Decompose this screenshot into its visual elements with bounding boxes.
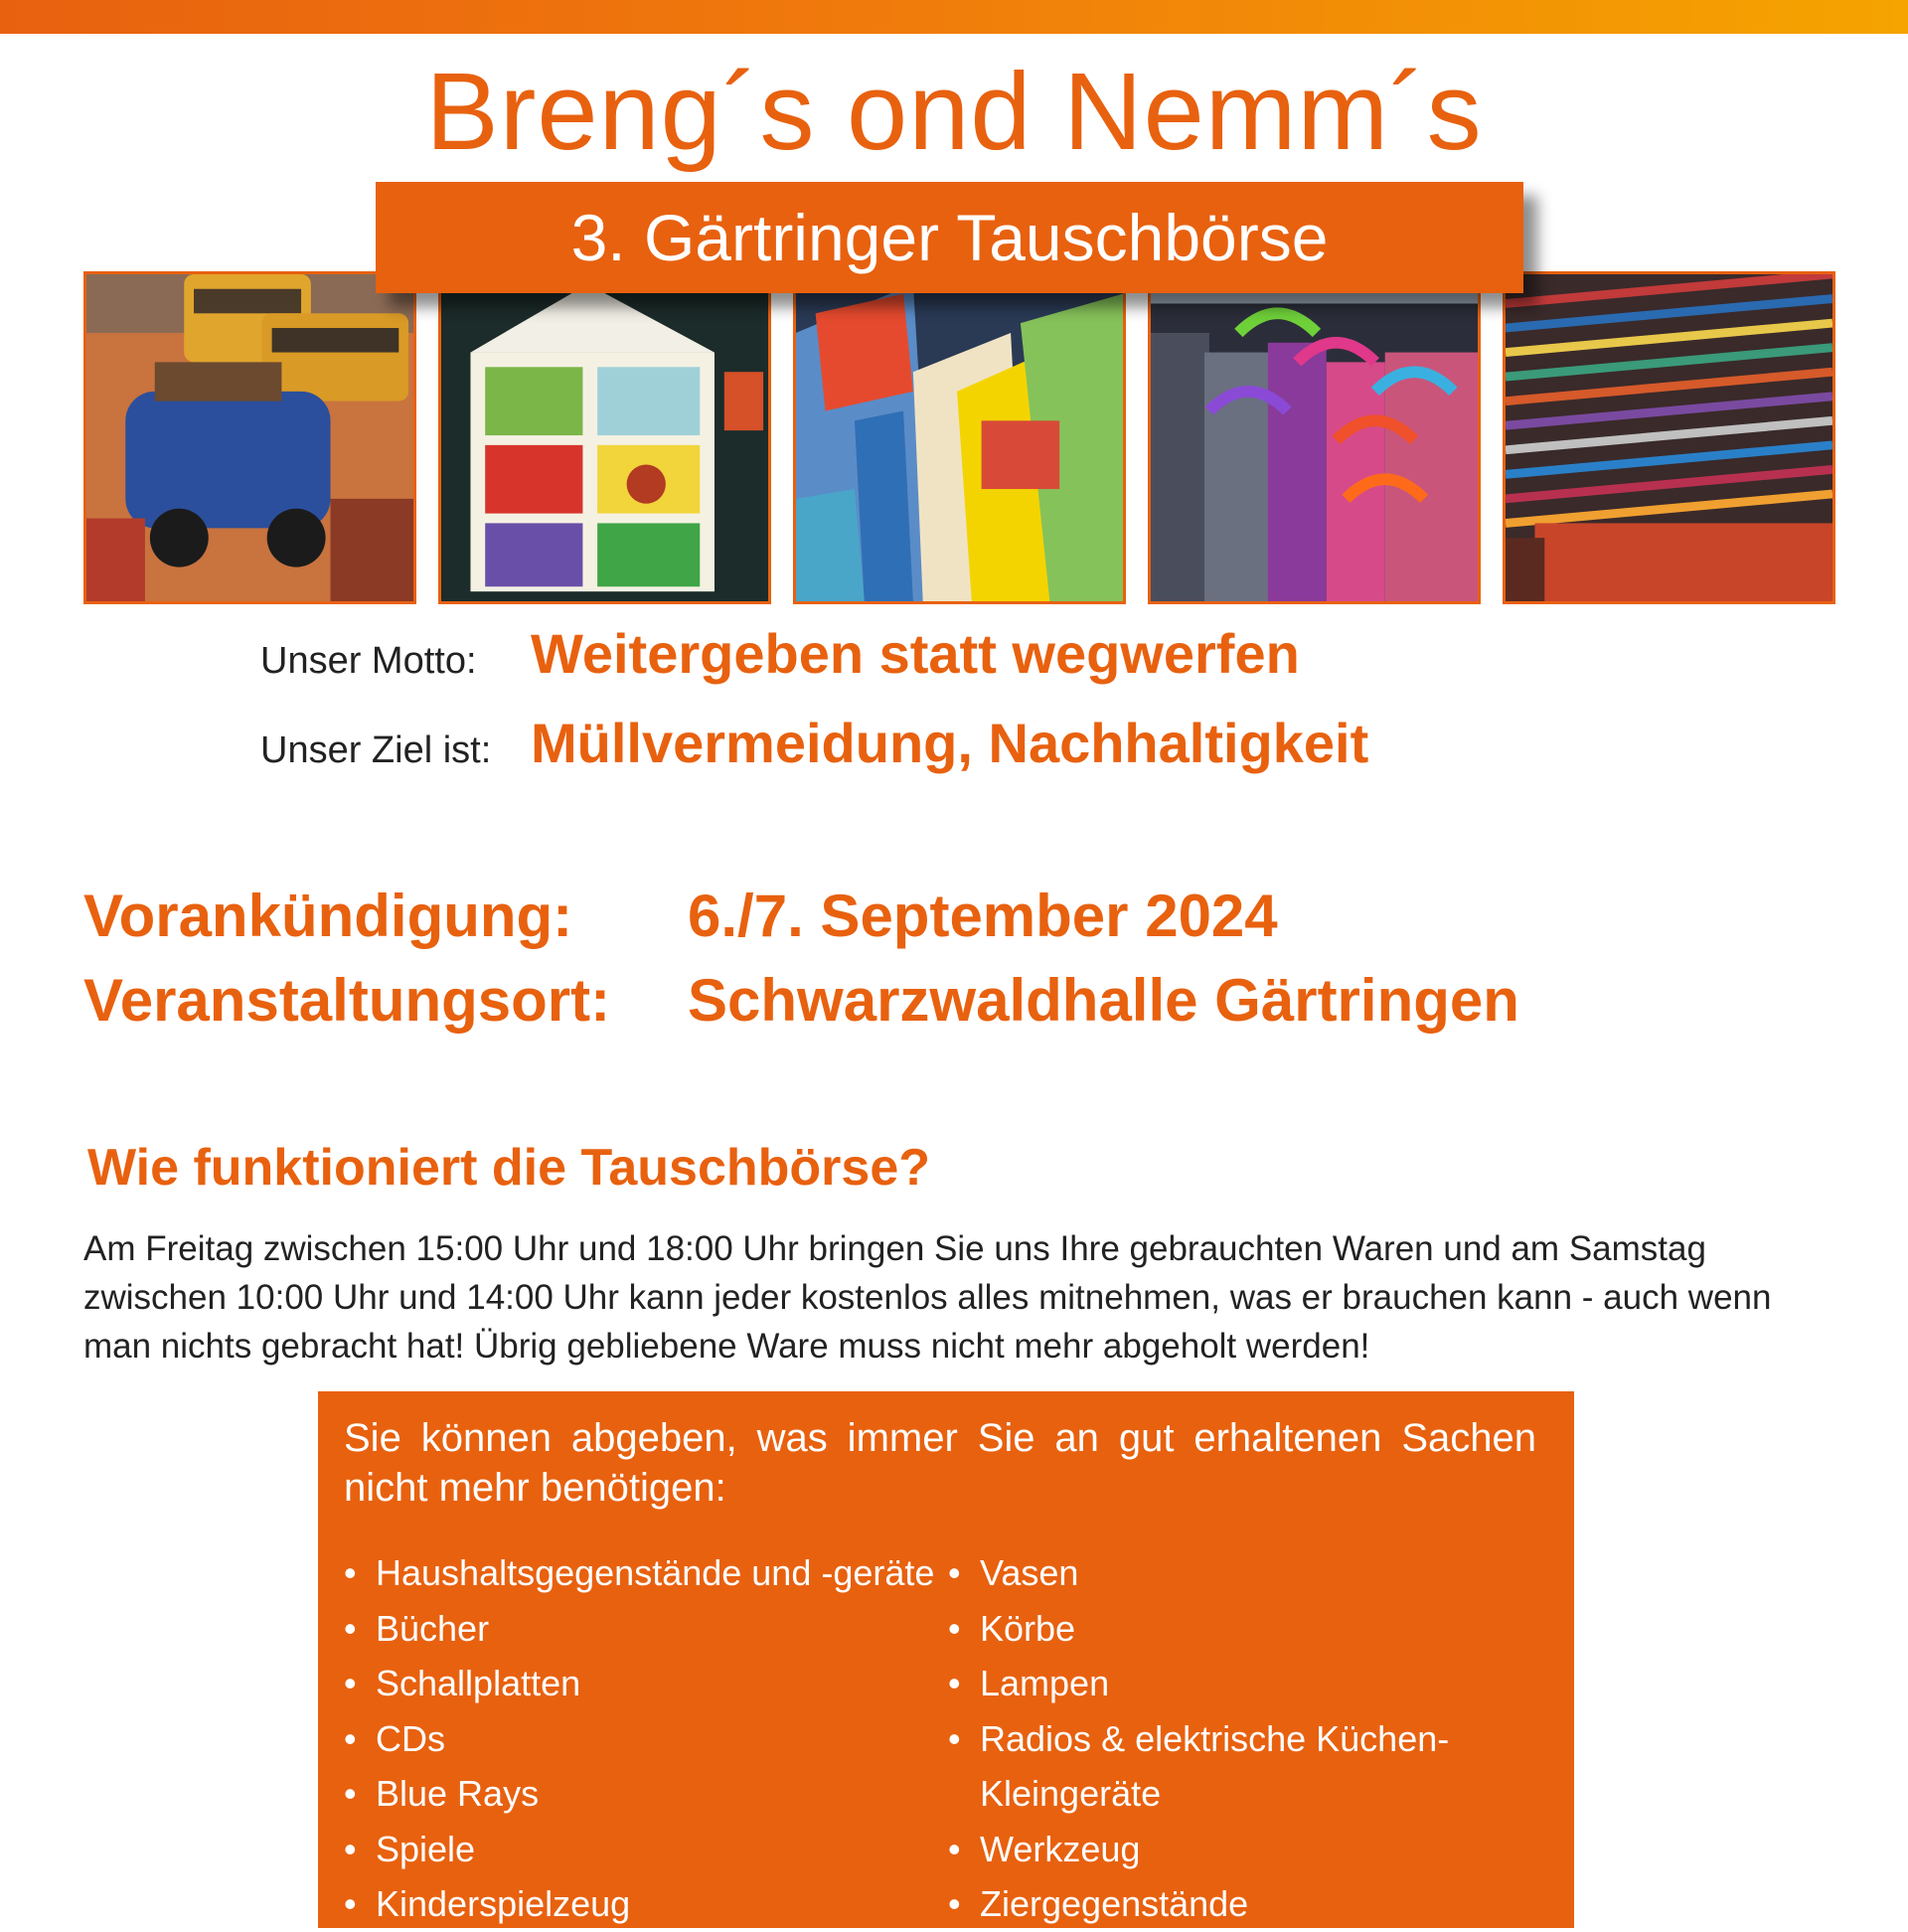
dollhouse-photo xyxy=(438,271,771,604)
list-item: • Haushaltsgegenstände und -geräte xyxy=(344,1545,934,1601)
list-item: • Lampen xyxy=(948,1656,1449,1711)
top-color-bar xyxy=(0,0,1908,34)
list-item: • Körbe xyxy=(948,1601,1449,1657)
list-item: • Bücher xyxy=(344,1601,934,1657)
list-item: • Kinderspielzeug xyxy=(344,1876,934,1932)
list-item: • Ziergegenstände xyxy=(948,1876,1449,1932)
list-item: • Schallplatten xyxy=(344,1656,934,1711)
list-item: • CDs xyxy=(344,1711,934,1767)
subtitle-text: 3. Gärtringer Tauschbörse xyxy=(570,201,1329,274)
accepted-items-box xyxy=(318,1391,1574,1928)
records-photo xyxy=(1503,271,1835,604)
list-item: • Spiele xyxy=(344,1822,934,1877)
list-item: • Radios & elektrische Küchen- xyxy=(948,1711,1449,1767)
motto-value: Weitergeben statt wegwerfen xyxy=(531,622,1300,685)
venue-row xyxy=(83,966,1519,1035)
toy-cars-photo xyxy=(83,271,416,604)
goal-value: Müllvermeidung, Nachhaltigkeit xyxy=(531,712,1369,774)
list-item-continuation: Kleingeräte xyxy=(980,1773,1162,1814)
list-item: • Werkzeug xyxy=(948,1822,1449,1877)
list-item: • Vasen xyxy=(948,1545,1449,1601)
goal-label: Unser Ziel ist: xyxy=(260,729,492,771)
goal-row xyxy=(260,711,1368,775)
subtitle-banner xyxy=(376,182,1523,293)
motto-row xyxy=(260,621,1300,686)
motto-label: Unser Motto: xyxy=(260,640,477,682)
list-item: • Blue Rays xyxy=(344,1766,934,1822)
announcement-row xyxy=(83,882,1278,950)
clothes-hangers-photo xyxy=(1148,271,1481,604)
announcement-label: Vorankündigung: xyxy=(83,883,573,949)
accepted-items-list-right xyxy=(948,1545,1449,1932)
venue-value: Schwarzwaldhalle Gärtringen xyxy=(688,967,1519,1034)
how-it-works-heading: Wie funktioniert die Tauschbörse? xyxy=(87,1139,930,1197)
how-it-works-text: Am Freitag zwischen 15:00 Uhr und 18:00 Uhr bringen Sie uns Ihre gebrauchten Waren und am Samstag zwischen 10:00 Uhr und 14:00 Uhr kann jeder kostenlos alles mitnehmen, was er brauchen kann - auch wenn man nichts gebracht hat! Übrig gebliebene Ware muss nicht mehr abgeholt werden! xyxy=(83,1229,1772,1366)
announcement-date: 6./7. September 2024 xyxy=(688,883,1278,949)
accepted-items-list-left xyxy=(344,1545,934,1932)
venue-label: Veranstaltungsort: xyxy=(83,967,611,1034)
accepted-items-intro: Sie können abgeben, was immer Sie an gut erhaltenen Sachen nicht mehr benötigen: xyxy=(344,1416,1536,1510)
books-photo xyxy=(793,271,1126,604)
main-title: Breng´s ond Nemm´s xyxy=(425,51,1483,173)
